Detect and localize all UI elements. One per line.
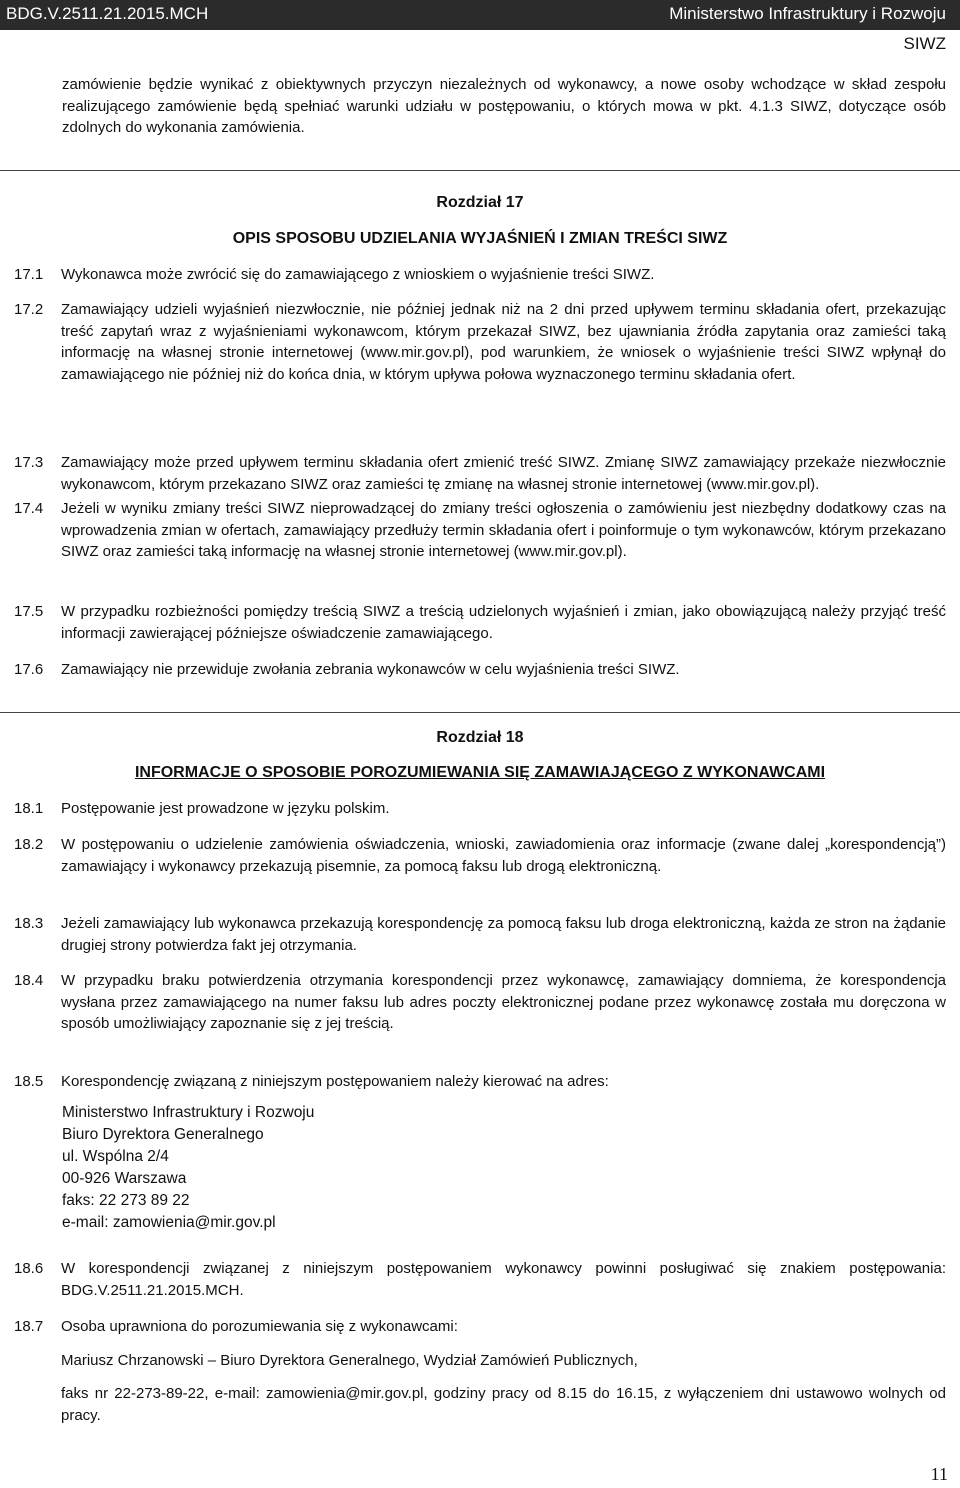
- address-line: 00-926 Warszawa: [62, 1170, 187, 1187]
- item-number: 17.1: [14, 266, 44, 283]
- item-text: W korespondencji związanej z niniejszym postępowaniem wykonawcy powinni posługiwać się znakiem postępowania: BDG.V.2511.21.2015.MCH.: [61, 1260, 946, 1299]
- contact-person: [14, 1350, 946, 1372]
- intro-paragraph: zamówienie będzie wynikać z obiektywnych przyczyn niezależnych od wykonawcy, a nowe osoby wchodzące w skład zespołu realizującego zamówienie będą spełniać warunki udziału w postępowaniu, o których mowa w pkt. 4.1.3 SIWZ, dotyczące osób zdolnych do wykonania zamówienia.: [62, 76, 946, 136]
- item-text: Postępowanie jest prowadzone w języku polskim.: [61, 800, 390, 817]
- item-number: 18.1: [14, 800, 44, 817]
- item-number: 18.5: [14, 1073, 44, 1090]
- item-number: 18.7: [14, 1318, 44, 1335]
- item-text: Zamawiający może przed upływem terminu składania ofert zmienić treść SIWZ. Zmianę SIWZ zamawiający przekaże niezwłocznie wykonawcom, którym przekazano SIWZ oraz zamieści tę zmianę na własnej stronie internetowej (www.mir.gov.pl).: [61, 454, 946, 493]
- list-item: [14, 1316, 946, 1338]
- item-number: 17.4: [14, 500, 44, 517]
- item-text: Jeżeli w wyniku zmiany treści SIWZ nieprowadzącej do zmiany treści ogłoszenia o zamówieniu jest niezbędny dodatkowy czas na wprowadzenia zmian w ofertach, zamawiający przedłuży termin składania ofert i poinformuje o tym wykonawców, którym przekazano SIWZ oraz zamieści taką informację na własnej stronie internetowej (www.mir.gov.pl).: [61, 500, 946, 560]
- item-text: W przypadku rozbieżności pomiędzy treścią SIWZ a treścią udzielonych wyjaśnień i zmian, jako obowiązującą należy przyjąć treść informacji zawierającej późniejsze oświadczenie zamawiającego.: [61, 603, 946, 642]
- list-item: [14, 798, 946, 820]
- section-divider: [0, 712, 960, 713]
- item-text: W przypadku braku potwierdzenia otrzymania korespondencji przez wykonawcę, zamawiający domniema, że korespondencja wysłana przez zamawiającego na numer faksu lub adres poczty elektronicznej podane przez wykonawcę została mu doręczona w sposób umożliwiający zapoznanie się z jej treścią.: [61, 972, 946, 1032]
- list-item: [14, 299, 946, 385]
- list-item: [14, 498, 946, 563]
- contact-details: [14, 1383, 946, 1426]
- item-number: 18.6: [14, 1260, 44, 1277]
- list-item: [14, 913, 946, 956]
- list-item: [14, 970, 946, 1035]
- list-item: [14, 834, 946, 877]
- chapter-17-subtitle: OPIS SPOSOBU UDZIELANIA WYJAŚNIEŃ I ZMIAN TREŚCI SIWZ: [232, 230, 728, 247]
- item-number: 17.5: [14, 603, 44, 620]
- item-text: Zamawiający nie przewiduje zwołania zebrania wykonawców w celu wyjaśnienia treści SIWZ.: [61, 661, 680, 678]
- contact-details-text: faks nr 22-273-89-22, e-mail: zamowienia@mir.gov.pl, godziny pracy od 8.15 do 16.15, z wyłączeniem dni ustawowo wolnych od pracy.: [61, 1385, 946, 1424]
- ministry-name: Ministerstwo Infrastruktury i Rozwoju: [669, 4, 946, 23]
- address-line: faks: 22 273 89 22: [62, 1192, 190, 1209]
- item-number: 17.3: [14, 454, 44, 471]
- page-header: [0, 0, 960, 30]
- item-number: 18.3: [14, 915, 44, 932]
- list-item: [14, 452, 946, 495]
- item-number: 17.6: [14, 661, 44, 678]
- address-line: Biuro Dyrektora Generalnego: [62, 1126, 264, 1143]
- list-item: [14, 659, 946, 681]
- address-line: e-mail: zamowienia@mir.gov.pl: [62, 1214, 276, 1231]
- document-reference: BDG.V.2511.21.2015.MCH: [6, 4, 209, 23]
- item-text: Korespondencję związaną z niniejszym postępowaniem należy kierować na adres:: [61, 1073, 609, 1090]
- item-number: 17.2: [14, 301, 44, 318]
- address-line: ul. Wspólna 2/4: [62, 1148, 169, 1165]
- chapter-18-title: Rozdział 18: [436, 729, 524, 746]
- item-text: Zamawiający udzieli wyjaśnień niezwłocznie, nie później jednak niż na 2 dni przed upływem terminu składania ofert, przekazując treść zapytań wraz z wyjaśnieniami wykonawcom, którym przekazał SIWZ, bez ujawniania źródła zapytania oraz zamieści taką informację na własnej stronie internetowej (www.mir.gov.pl), pod warunkiem, że wniosek o wyjaśnienie treści SIWZ wpłynął do zamawiającego nie później niż do końca dnia, w którym upływa połowa wyznaczonego terminu składania ofert.: [61, 301, 946, 383]
- item-text: W postępowaniu o udzielenie zamówienia oświadczenia, wnioski, zawiadomienia oraz informacje (zwane dalej „korespondencją”) zamawiający i wykonawcy przekazują pisemnie, za pomocą faksu lub drogą elektroniczną.: [61, 836, 946, 875]
- contact-person-text: Mariusz Chrzanowski – Biuro Dyrektora Generalnego, Wydział Zamówień Publicznych,: [61, 1352, 638, 1369]
- chapter-17-title: Rozdział 17: [436, 194, 524, 211]
- section-divider: [0, 170, 960, 171]
- list-item: [14, 1071, 946, 1093]
- list-item: [14, 1258, 946, 1301]
- item-text: Jeżeli zamawiający lub wykonawca przekazują korespondencję za pomocą faksu lub droga elektroniczną, każda ze stron na żądanie drugiej strony potwierdza fakt jej otrzymania.: [61, 915, 946, 954]
- list-item: [14, 264, 946, 286]
- item-text: Wykonawca może zwrócić się do zamawiającego z wnioskiem o wyjaśnienie treści SIWZ.: [61, 266, 655, 283]
- list-item: [14, 601, 946, 644]
- document-label: SIWZ: [903, 34, 946, 53]
- item-text: Osoba uprawniona do porozumiewania się z wykonawcami:: [61, 1318, 458, 1335]
- chapter-18-subtitle: INFORMACJE O SPOSOBIE POROZUMIEWANIA SIĘ ZAMAWIAJĄCEGO Z WYKONAWCAMI: [134, 764, 826, 781]
- address-line: Ministerstwo Infrastruktury i Rozwoju: [62, 1104, 315, 1121]
- address-block: [62, 1102, 314, 1234]
- item-number: 18.4: [14, 972, 44, 989]
- page-number: 11: [930, 1464, 948, 1484]
- item-number: 18.2: [14, 836, 44, 853]
